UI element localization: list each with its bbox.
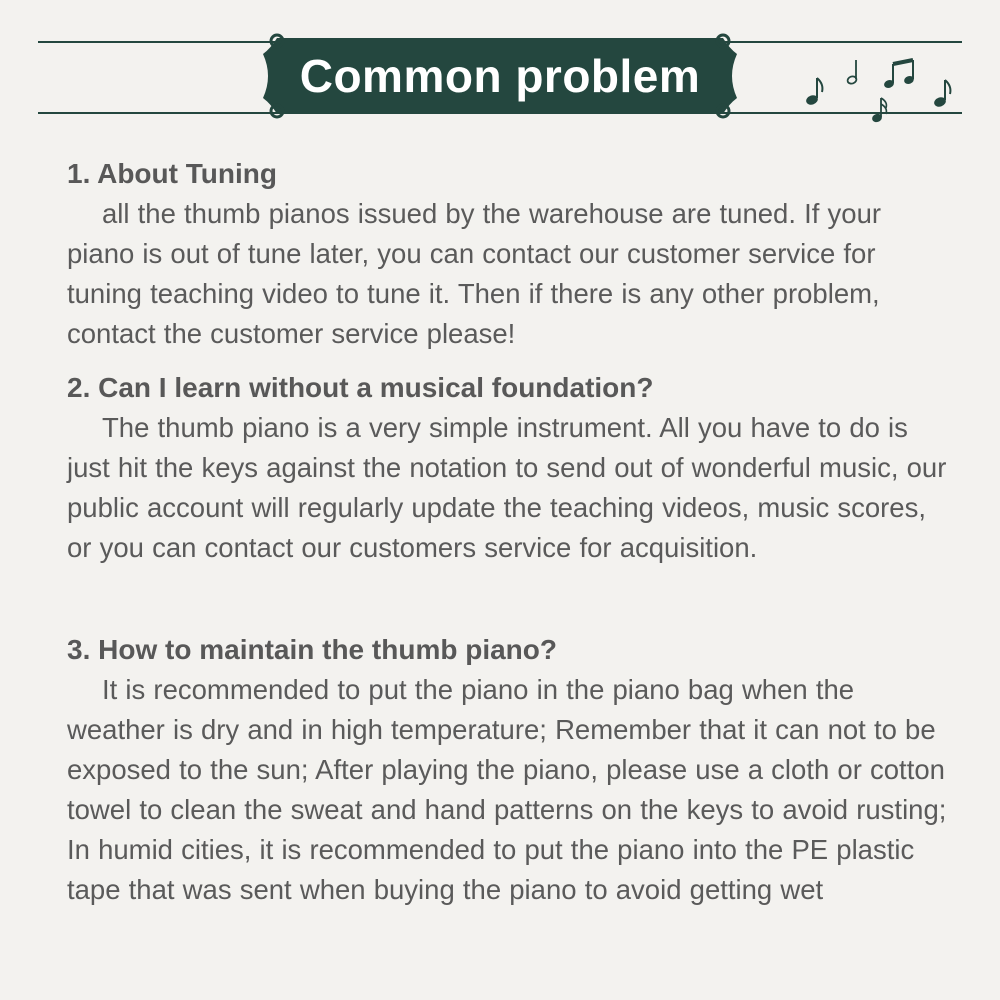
section-body: all the thumb pianos issued by the warehouse are tuned. If your piano is out of tune later, you can contact our customer service for tuning teaching video to tune it. Then if there is any other problem, contact the customer service please! (67, 198, 882, 349)
header-rule-bottom-left (38, 112, 280, 114)
section-heading: 2. Can I learn without a musical foundation? (67, 372, 654, 403)
music-notes-icon (800, 50, 960, 130)
section-maintenance (67, 630, 947, 910)
section-tuning (67, 154, 947, 354)
section-learning (67, 368, 947, 568)
section-body: The thumb piano is a very simple instrument. All you have to do is just hit the keys against the notation to send out of wonderful music, our public account will regularly update the teaching videos, music scores, or you can contact our customers service for acquisition. (67, 412, 947, 563)
header-rule-top-right (720, 41, 962, 43)
section-heading: 1. About Tuning (67, 158, 277, 189)
header-rule-top-left (38, 41, 280, 43)
page-title: Common problem (299, 50, 701, 102)
section-heading: 3. How to maintain the thumb piano? (67, 634, 557, 665)
section-body: It is recommended to put the piano in the piano bag when the weather is dry and in high temperature; Remember that it can not to be exposed to the sun; After playing the piano, please use a cloth or cotton towel to clean the sweat and hand patterns on the keys to avoid rusting; In humid cities, it is recommended to put the piano into the PE plastic tape that was sent when buying the piano to avoid getting wet (67, 674, 947, 905)
header (0, 0, 1000, 140)
